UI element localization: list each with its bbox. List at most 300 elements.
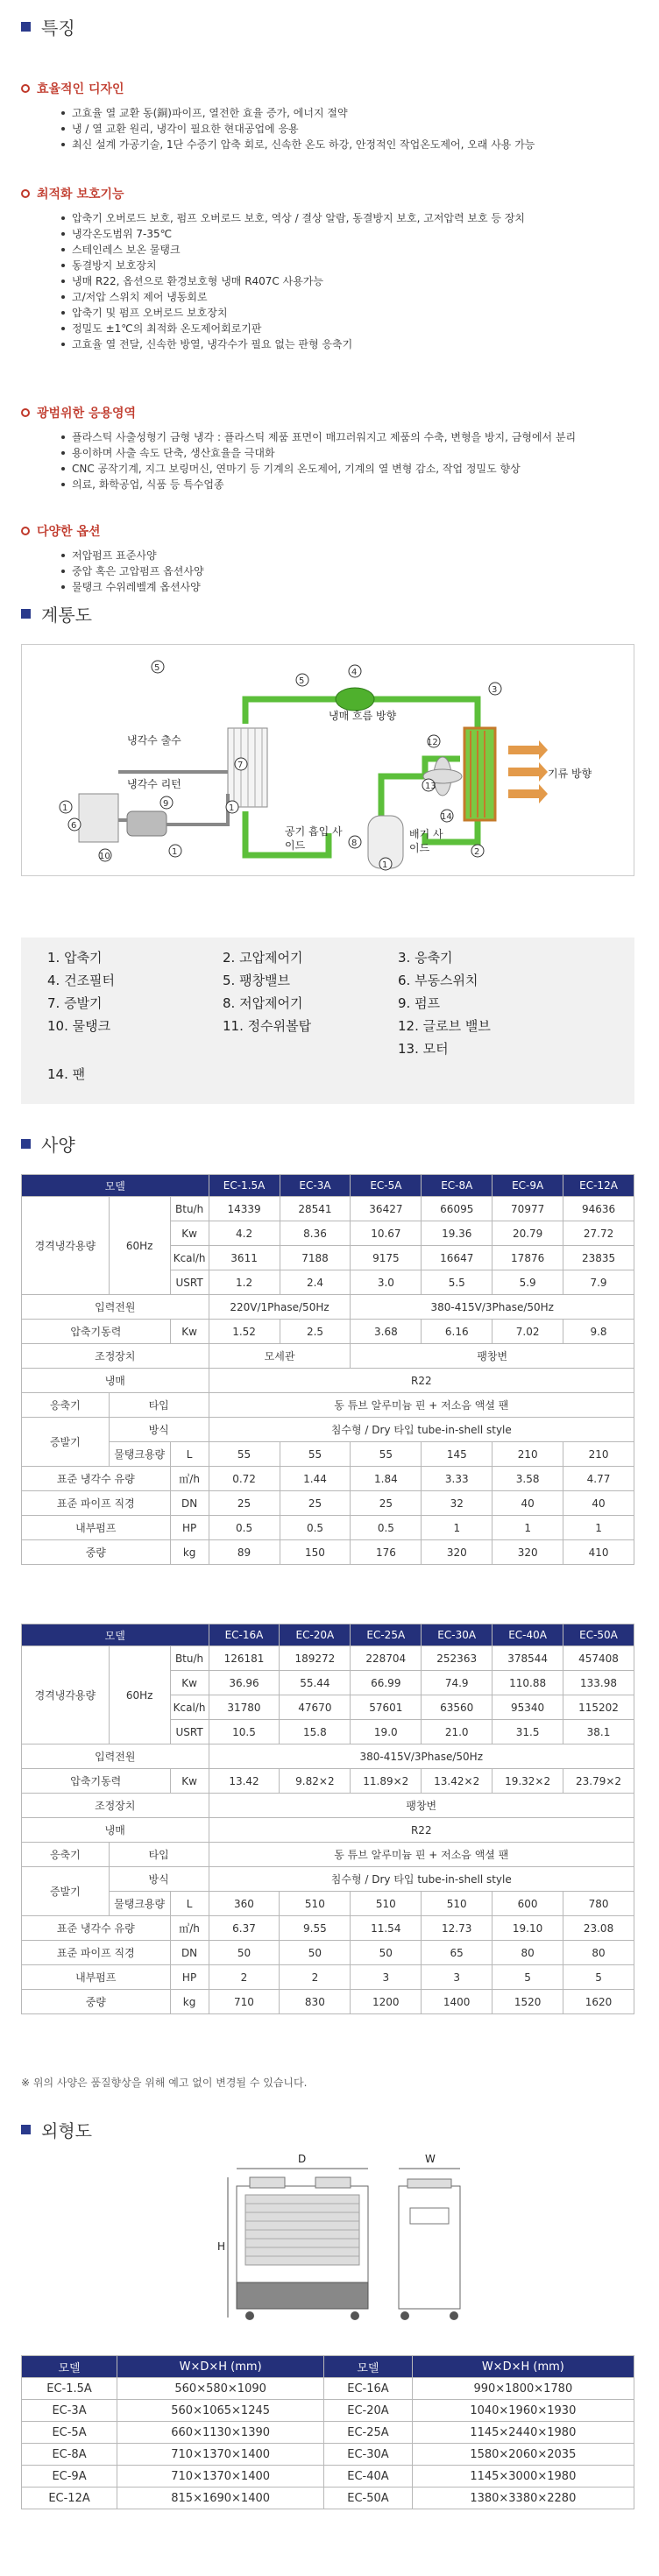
legend-item: 9. 펌프 xyxy=(398,995,441,1011)
spec-row xyxy=(22,1369,634,1393)
water-pipe-out xyxy=(167,794,228,824)
feature-item: 압축기 및 펌프 오버로드 보호장치 xyxy=(72,305,633,321)
spec-row xyxy=(22,1393,634,1418)
spec-unit: Btu/h xyxy=(170,1197,209,1221)
spec-row xyxy=(22,1467,634,1491)
feature-item: 냉매 R22, 옵션으로 환경보호형 냉매 R407C 사용가능 xyxy=(72,273,633,289)
dim-header: W×D×H (mm) xyxy=(117,2356,324,2378)
dim-cell: EC-8A xyxy=(22,2444,117,2466)
spec-header-model-name: EC-9A xyxy=(492,1175,563,1197)
evaporator-icon xyxy=(228,728,267,807)
spec-header-model-name: EC-20A xyxy=(280,1624,351,1646)
spec-value: 1620 xyxy=(563,1990,634,2014)
spec-note: ※ 위의 사양은 품질향상을 위해 예고 없이 변경될 수 있습니다. xyxy=(21,2077,308,2089)
legend-item: 11. 정수위볼탑 xyxy=(223,1018,312,1034)
spec-value: 25 xyxy=(280,1491,351,1516)
spec-value: 176 xyxy=(351,1540,422,1565)
spec-unit: DN xyxy=(170,1941,209,1965)
spec-value: 동 튜브 알루미늄 핀 + 저소음 액셜 팬 xyxy=(209,1843,634,1867)
spec-value: 55 xyxy=(280,1442,351,1467)
spec-value: 9.55 xyxy=(280,1916,351,1941)
spec-value: 5.5 xyxy=(422,1270,492,1295)
spec-unit: Kw xyxy=(170,1769,209,1794)
spec-value: 7.02 xyxy=(492,1320,563,1344)
spec-value: 23835 xyxy=(563,1246,634,1270)
spec-value: 15.8 xyxy=(280,1720,351,1744)
spec-value: 10.5 xyxy=(209,1720,280,1744)
dim-cell: 710×1370×1400 xyxy=(117,2466,324,2488)
feature-heading-text: 다양한 옵션 xyxy=(37,525,101,539)
section-marker-icon xyxy=(21,1139,31,1149)
bullet-ring-icon xyxy=(21,527,30,535)
spec-label: 응축기 xyxy=(22,1393,110,1418)
spec-value: 510 xyxy=(280,1892,351,1916)
spec-row xyxy=(22,1344,634,1369)
spec-value: 50 xyxy=(351,1941,422,1965)
spec-value: 380-415V/3Phase/50Hz xyxy=(351,1295,634,1320)
spec-header-model: 모델 xyxy=(22,1624,209,1646)
legend-item: 4. 건조필터 xyxy=(47,973,116,988)
spec-unit: Kw xyxy=(170,1671,209,1695)
spec-value: 1 xyxy=(422,1516,492,1540)
spec-header-model: 모델 xyxy=(22,1175,209,1197)
spec-row xyxy=(22,1916,634,1941)
spec-row xyxy=(22,1892,634,1916)
spec-label: 내부펌프 xyxy=(22,1965,171,1990)
spec-value: 침수형 / Dry 타입 tube-in-shell style xyxy=(209,1418,634,1442)
section-title-features xyxy=(21,9,75,44)
spec-value: 4.2 xyxy=(209,1221,280,1246)
spec-row xyxy=(22,1491,634,1516)
spec-unit: HP xyxy=(170,1516,209,1540)
spec-value: 1400 xyxy=(422,1990,492,2014)
spec-unit: L xyxy=(170,1442,209,1467)
dim-cell: EC-5A xyxy=(22,2422,117,2444)
dim-row xyxy=(22,2400,634,2422)
spec-unit: kg xyxy=(170,1990,209,2014)
dim-cell: 560×1065×1245 xyxy=(117,2400,324,2422)
legend-item: 13. 모터 xyxy=(398,1041,449,1057)
outline-title: 외형도 xyxy=(41,2120,92,2141)
feature-heading-text: 광범위한 응용영역 xyxy=(37,407,137,421)
bullet-ring-icon xyxy=(21,189,30,198)
spec-row xyxy=(22,1516,634,1540)
feature-group xyxy=(0,521,659,595)
dim-cell: 1580×2060×2035 xyxy=(412,2444,634,2466)
feature-heading xyxy=(21,184,659,203)
label-w: W xyxy=(425,2153,436,2165)
spec-header-model-name: EC-16A xyxy=(209,1624,280,1646)
spec-unit: kg xyxy=(170,1540,209,1565)
spec-unit: DN xyxy=(170,1491,209,1516)
spec-value: 1.2 xyxy=(209,1270,280,1295)
spec-value: 360 xyxy=(209,1892,280,1916)
spec-value: 115202 xyxy=(563,1695,634,1720)
spec-value: 25 xyxy=(351,1491,422,1516)
component-legend xyxy=(21,938,634,1104)
spec-label: 압축기동력 xyxy=(22,1320,171,1344)
water-tank-icon xyxy=(79,794,118,842)
spec-value: 8.36 xyxy=(280,1221,351,1246)
legend-item: 2. 고압제어기 xyxy=(223,950,303,966)
feature-heading xyxy=(21,403,659,422)
spec-unit: ㎥/h xyxy=(170,1467,209,1491)
spec-value: 55.44 xyxy=(280,1671,351,1695)
dim-row xyxy=(22,2488,634,2509)
spec-value: 모세관 xyxy=(209,1344,351,1369)
spec-row xyxy=(22,1624,634,1646)
feature-item: 고효율 열 전달, 신속한 방열, 냉각수가 필요 없는 판형 응축기 xyxy=(72,336,633,352)
dim-cell: EC-25A xyxy=(324,2422,412,2444)
legend-item: 8. 저압제어기 xyxy=(223,995,303,1011)
spec-unit: Kcal/h xyxy=(170,1246,209,1270)
spec-row xyxy=(22,1646,634,1671)
spec-value: 1520 xyxy=(492,1990,563,2014)
spec-row xyxy=(22,1867,634,1892)
svg-text:1: 1 xyxy=(382,860,388,870)
spec-label: 표준 파이프 직경 xyxy=(22,1941,171,1965)
svg-text:5: 5 xyxy=(299,676,305,686)
dim-cell: 815×1690×1400 xyxy=(117,2488,324,2509)
feature-items xyxy=(72,105,633,152)
spec-value: 63560 xyxy=(422,1695,492,1720)
spec-value: 50 xyxy=(209,1941,280,1965)
spec-value: 710 xyxy=(209,1990,280,2014)
spec-unit: Kw xyxy=(170,1221,209,1246)
spec-value: 36427 xyxy=(351,1197,422,1221)
spec-value: 5.9 xyxy=(492,1270,563,1295)
feature-item: 플라스틱 사출성형기 금형 냉각 : 플라스틱 제품 표면이 매끄러워지고 제품의 수축, 변형을 방지, 금형에서 분리 xyxy=(72,429,633,445)
spec-unit: Kw xyxy=(170,1320,209,1344)
spec-value: R22 xyxy=(209,1369,634,1393)
label-air-intake: 공기 흡입 사이드 xyxy=(285,825,343,852)
spec-value: 150 xyxy=(280,1540,351,1565)
svg-text:5: 5 xyxy=(154,663,160,673)
spec-value: 252363 xyxy=(422,1646,492,1671)
feature-item: 용이하며 사출 속도 단축, 생산효율을 극대화 xyxy=(72,445,633,461)
spec-value: 145 xyxy=(422,1442,492,1467)
spec-value: 31.5 xyxy=(492,1720,563,1744)
spec-row xyxy=(22,1990,634,2014)
spec-value: 28541 xyxy=(280,1197,351,1221)
dim-cell: 1145×2440×1980 xyxy=(412,2422,634,2444)
spec-value: 4.77 xyxy=(563,1467,634,1491)
svg-text:7: 7 xyxy=(237,761,244,770)
spec-label: 증발기 xyxy=(22,1418,110,1467)
feature-item: 냉 / 열 교환 원리, 냉각이 필요한 현대공업에 응용 xyxy=(72,121,633,137)
feature-item: CNC 공작기계, 지그 보링머신, 연마기 등 기계의 온도제어, 기계의 열 변형 감소, 작업 정밀도 향상 xyxy=(72,461,633,477)
spec-value: 1 xyxy=(563,1516,634,1540)
spec-value: 89 xyxy=(209,1540,280,1565)
spec-value: 23.79×2 xyxy=(563,1769,634,1794)
spec-value: 80 xyxy=(563,1941,634,1965)
feature-item: 동결방지 보호장치 xyxy=(72,258,633,273)
spec-value: 220V/1Phase/50Hz xyxy=(209,1295,351,1320)
spec-label: 내부펌프 xyxy=(22,1516,171,1540)
dim-cell: EC-12A xyxy=(22,2488,117,2509)
feature-heading-text: 효율적인 디자인 xyxy=(37,82,124,96)
outline-drawing xyxy=(202,2153,491,2335)
dim-row xyxy=(22,2422,634,2444)
spec-value: 13.42×2 xyxy=(422,1769,492,1794)
spec-value: 20.79 xyxy=(492,1221,563,1246)
spec-value: 3 xyxy=(422,1965,492,1990)
system-diagram xyxy=(21,644,634,876)
spec-row xyxy=(22,1965,634,1990)
label-d: D xyxy=(298,2153,307,2165)
legend-item: 1. 압축기 xyxy=(47,950,103,966)
spec-row xyxy=(22,1769,634,1794)
spec-value: 0.5 xyxy=(280,1516,351,1540)
spec-row xyxy=(22,1540,634,1565)
spec-value: 3.58 xyxy=(492,1467,563,1491)
svg-text:2: 2 xyxy=(474,847,480,857)
section-marker-icon xyxy=(21,2125,31,2134)
spec-label: 물탱크용량 xyxy=(109,1442,170,1467)
dim-row xyxy=(22,2466,634,2488)
spec-value: 410 xyxy=(563,1540,634,1565)
label-exhaust: 배기 사이드 xyxy=(409,828,443,854)
spec-value: 95340 xyxy=(492,1695,563,1720)
spec-header-model-name: EC-25A xyxy=(351,1624,422,1646)
feature-heading-text: 최적화 보호기능 xyxy=(37,188,124,202)
label-h: H xyxy=(217,2240,226,2253)
spec-value: 40 xyxy=(563,1491,634,1516)
legend-item: 14. 팬 xyxy=(47,1066,86,1082)
spec-label: 경격냉각용량 xyxy=(22,1197,110,1295)
svg-text:10: 10 xyxy=(99,852,110,861)
dim-cell: 1145×3000×1980 xyxy=(412,2466,634,2488)
pump-icon xyxy=(127,811,167,836)
spec-table-2 xyxy=(21,1624,634,2014)
spec-header-model-name: EC-40A xyxy=(492,1624,563,1646)
spec-label: 중량 xyxy=(22,1540,171,1565)
spec-value: 228704 xyxy=(351,1646,422,1671)
spec-value: 80 xyxy=(492,1941,563,1965)
spec-label: 냉매 xyxy=(22,1369,209,1393)
spec-value: 55 xyxy=(351,1442,422,1467)
spec-value: 94636 xyxy=(563,1197,634,1221)
spec-label: 방식 xyxy=(109,1867,209,1892)
spec-value: 7.9 xyxy=(563,1270,634,1295)
spec-value: 19.0 xyxy=(351,1720,422,1744)
spec-table-1 xyxy=(21,1174,634,1565)
spec-value: 팽창변 xyxy=(209,1794,634,1818)
section-marker-icon xyxy=(21,609,31,619)
spec-label: 물탱크용량 xyxy=(109,1892,170,1916)
feature-item: 중압 혹은 고압펌프 옵션사양 xyxy=(72,563,633,579)
spec-label: 압축기동력 xyxy=(22,1769,171,1794)
spec-value: 2 xyxy=(280,1965,351,1990)
spec-value: 동 튜브 알루미늄 핀 + 저소음 액셜 팬 xyxy=(209,1393,634,1418)
spec-value: 3.0 xyxy=(351,1270,422,1295)
spec-row xyxy=(22,1744,634,1769)
spec-value: 11.89×2 xyxy=(351,1769,422,1794)
spec-value: 5 xyxy=(563,1965,634,1990)
spec-value: 3.33 xyxy=(422,1467,492,1491)
dim-row xyxy=(22,2378,634,2400)
features-title: 특징 xyxy=(41,17,75,39)
spec-label: 경격냉각용량 xyxy=(22,1646,110,1744)
feature-item: 최신 설계 가공기술, 1단 수증기 압축 회로, 신속한 온도 하강, 안정적인 작업온도제어, 오래 사용 가능 xyxy=(72,137,633,152)
spec-label: 입력전원 xyxy=(22,1295,209,1320)
feature-items xyxy=(72,548,633,595)
spec-value: 66.99 xyxy=(351,1671,422,1695)
spec-row xyxy=(22,1295,634,1320)
dim-header: 모델 xyxy=(22,2356,117,2378)
spec-row xyxy=(22,1418,634,1442)
feature-items xyxy=(72,429,633,492)
spec-title: 사양 xyxy=(41,1134,75,1156)
feature-heading xyxy=(21,521,659,541)
spec-value: 5 xyxy=(492,1965,563,1990)
spec-value: 1.84 xyxy=(351,1467,422,1491)
legend-item: 6. 부동스위치 xyxy=(398,973,478,988)
feature-items xyxy=(72,210,633,352)
spec-label: 냉매 xyxy=(22,1818,209,1843)
spec-value: 510 xyxy=(351,1892,422,1916)
spec-value: 189272 xyxy=(280,1646,351,1671)
chiller-outline-icon xyxy=(202,2160,491,2335)
spec-value: 65 xyxy=(422,1941,492,1965)
spec-value: 25 xyxy=(209,1491,280,1516)
spec-header-model-name: EC-30A xyxy=(422,1624,492,1646)
spec-value: 19.36 xyxy=(422,1221,492,1246)
section-title-system xyxy=(21,596,92,631)
spec-value: 3.68 xyxy=(351,1320,422,1344)
spec-unit: ㎥/h xyxy=(170,1916,209,1941)
spec-unit: Kcal/h xyxy=(170,1695,209,1720)
spec-value: 침수형 / Dry 타입 tube-in-shell style xyxy=(209,1867,634,1892)
legend-item: 3. 응축기 xyxy=(398,950,453,966)
dim-header-row xyxy=(22,2356,634,2378)
spec-unit: Btu/h xyxy=(170,1646,209,1671)
bullet-ring-icon xyxy=(21,84,30,93)
dim-cell: EC-20A xyxy=(324,2400,412,2422)
dimension-table xyxy=(21,2355,634,2509)
spec-value: 210 xyxy=(563,1442,634,1467)
spec-value: 210 xyxy=(492,1442,563,1467)
feature-item: 저압펌프 표준사양 xyxy=(72,548,633,563)
spec-row xyxy=(22,1794,634,1818)
spec-value: 0.72 xyxy=(209,1467,280,1491)
legend-item: 12. 글로브 밸브 xyxy=(398,1018,491,1034)
dim-row xyxy=(22,2444,634,2466)
spec-value: 1 xyxy=(492,1516,563,1540)
dim-cell: EC-16A xyxy=(324,2378,412,2400)
spec-value: 55 xyxy=(209,1442,280,1467)
spec-value: 380-415V/3Phase/50Hz xyxy=(209,1744,634,1769)
spec-label: 타입 xyxy=(109,1843,209,1867)
spec-value: 6.16 xyxy=(422,1320,492,1344)
label-airflow: 기류 방향 xyxy=(548,768,592,780)
spec-value: 66095 xyxy=(422,1197,492,1221)
spec-unit: USRT xyxy=(170,1720,209,1744)
spec-value: 2.4 xyxy=(280,1270,351,1295)
spec-value: 32 xyxy=(422,1491,492,1516)
svg-text:1: 1 xyxy=(172,847,178,857)
spec-value: 팽창변 xyxy=(351,1344,634,1369)
spec-value: 133.98 xyxy=(563,1671,634,1695)
airflow-arrows-icon xyxy=(508,740,548,803)
spec-value: 16647 xyxy=(422,1246,492,1270)
spec-value: 70977 xyxy=(492,1197,563,1221)
feature-item: 정밀도 ±1℃의 최적화 온도제어회로기판 xyxy=(72,321,633,336)
spec-value: 36.96 xyxy=(209,1671,280,1695)
spec-value: 320 xyxy=(422,1540,492,1565)
spec-value: 6.37 xyxy=(209,1916,280,1941)
spec-value: 10.67 xyxy=(351,1221,422,1246)
feature-item: 물탱크 수위레벨계 옵션사양 xyxy=(72,579,633,595)
spec-unit: L xyxy=(170,1892,209,1916)
feature-item: 스테인레스 보온 물탱크 xyxy=(72,242,633,258)
spec-header-model-name: EC-5A xyxy=(351,1175,422,1197)
spec-value: 9.8 xyxy=(563,1320,634,1344)
dim-header: 모델 xyxy=(324,2356,412,2378)
spec-value: 50 xyxy=(280,1941,351,1965)
feature-group xyxy=(0,184,659,352)
spec-value: 14339 xyxy=(209,1197,280,1221)
spec-value: 1.44 xyxy=(280,1467,351,1491)
dim-cell: 560×580×1090 xyxy=(117,2378,324,2400)
svg-text:13: 13 xyxy=(425,782,436,791)
dim-cell: EC-40A xyxy=(324,2466,412,2488)
spec-row xyxy=(22,1818,634,1843)
spec-row xyxy=(22,1442,634,1467)
spec-value: R22 xyxy=(209,1818,634,1843)
spec-value: 780 xyxy=(563,1892,634,1916)
spec-value: 7188 xyxy=(280,1246,351,1270)
feature-item: 의료, 화학공업, 식품 등 특수업종 xyxy=(72,477,633,492)
spec-value: 19.32×2 xyxy=(492,1769,563,1794)
dim-header: W×D×H (mm) xyxy=(412,2356,634,2378)
spec-value: 17876 xyxy=(492,1246,563,1270)
spec-value: 38.1 xyxy=(563,1720,634,1744)
dim-cell: EC-9A xyxy=(22,2466,117,2488)
dim-cell: 660×1130×1390 xyxy=(117,2422,324,2444)
feature-group xyxy=(0,403,659,492)
dim-cell: EC-3A xyxy=(22,2400,117,2422)
spec-value: 2.5 xyxy=(280,1320,351,1344)
spec-value: 12.73 xyxy=(422,1916,492,1941)
feature-item: 고효율 열 교환 동(銅)파이프, 열전한 효율 증가, 에너지 절약 xyxy=(72,105,633,121)
spec-value: 40 xyxy=(492,1491,563,1516)
dim-cell: EC-50A xyxy=(324,2488,412,2509)
spec-value: 457408 xyxy=(563,1646,634,1671)
spec-header-model-name: EC-12A xyxy=(563,1175,634,1197)
spec-label: 60Hz xyxy=(109,1197,170,1295)
label-refrigerant-flow: 냉매 흐름 방향 xyxy=(329,710,397,722)
dim-cell: 990×1800×1780 xyxy=(412,2378,634,2400)
svg-text:3: 3 xyxy=(492,685,498,695)
section-title-outline xyxy=(21,2112,92,2147)
spec-value: 13.42 xyxy=(209,1769,280,1794)
section-title-spec xyxy=(21,1126,75,1161)
legend-item: 5. 팽창밸브 xyxy=(223,973,291,988)
spec-row xyxy=(22,1197,634,1221)
spec-label: 표준 냉각수 유량 xyxy=(22,1467,171,1491)
spec-value: 320 xyxy=(492,1540,563,1565)
spec-header-model-name: EC-50A xyxy=(563,1624,634,1646)
spec-value: 23.08 xyxy=(563,1916,634,1941)
dim-cell: EC-1.5A xyxy=(22,2378,117,2400)
spec-value: 600 xyxy=(492,1892,563,1916)
spec-value: 510 xyxy=(422,1892,492,1916)
spec-row xyxy=(22,1843,634,1867)
spec-value: 9.82×2 xyxy=(280,1769,351,1794)
spec-row xyxy=(22,1941,634,1965)
svg-text:1: 1 xyxy=(62,803,68,813)
